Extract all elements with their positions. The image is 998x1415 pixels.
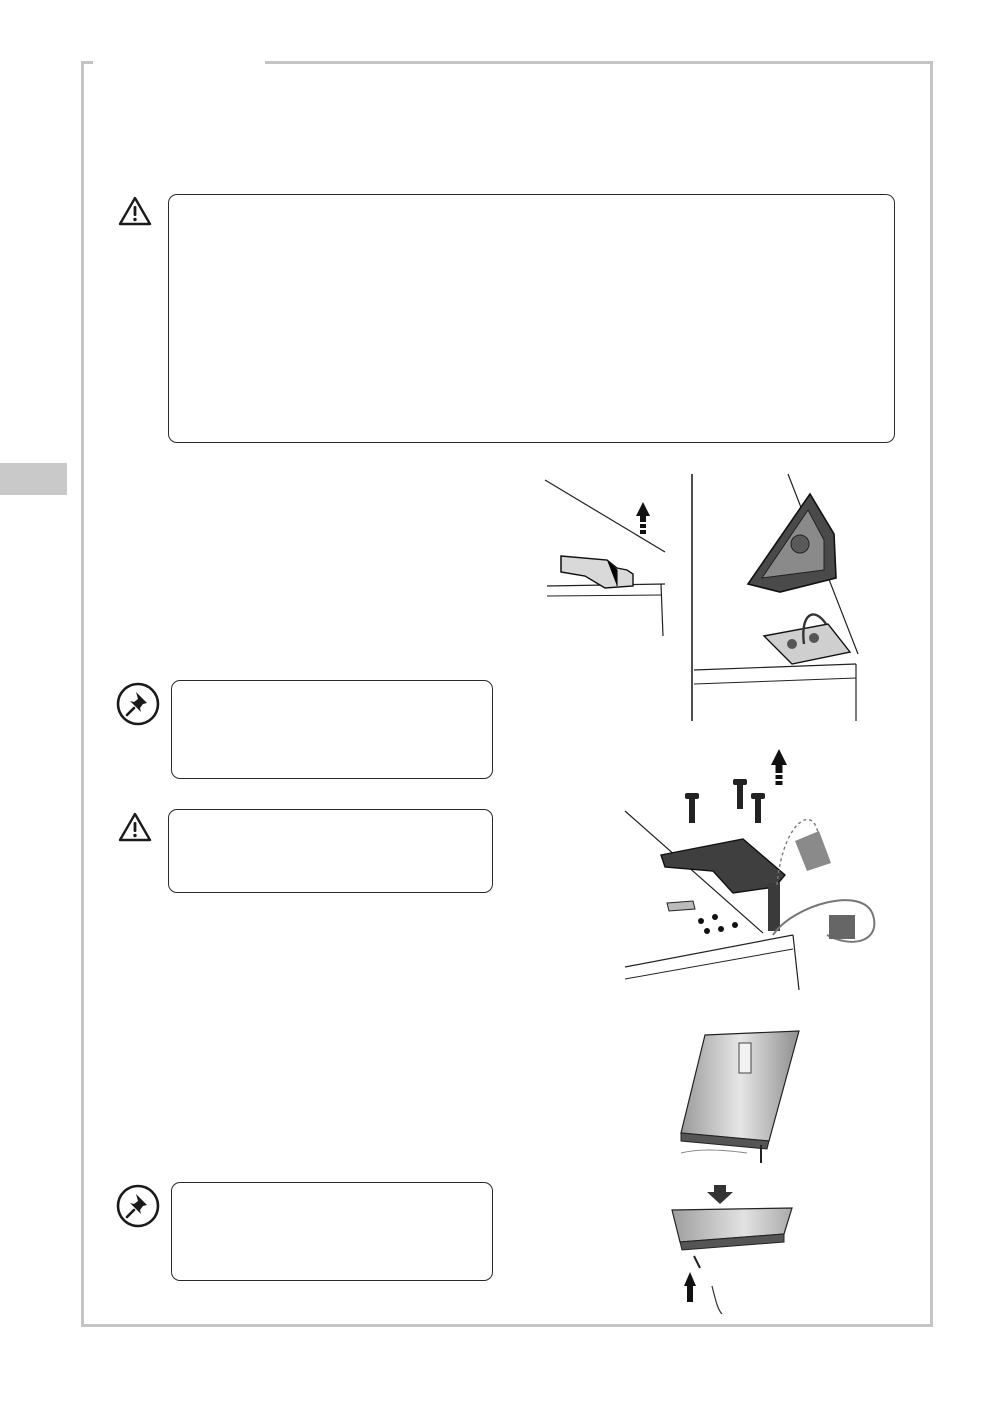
top-hinge-screws-illustration: [623, 745, 888, 990]
door-lift-off-illustration: [677, 1029, 807, 1164]
note-box: [171, 680, 493, 779]
frame-title-gap: [93, 56, 265, 68]
hinge-cover-bracket-illustration: [688, 474, 863, 721]
pushpin-icon: [115, 1183, 161, 1229]
hinge-cover-removal-illustration: [545, 474, 670, 639]
note-box: [171, 1182, 493, 1281]
chapter-tab: [0, 463, 67, 495]
warning-notice-box: [168, 194, 895, 443]
door-bottom-pin-illustration: [672, 1206, 797, 1316]
down-arrow-icon: [705, 1185, 735, 1205]
warning-triangle-icon: [117, 195, 153, 227]
warning-triangle-icon: [117, 811, 153, 843]
pushpin-icon: [115, 681, 161, 727]
warning-notice-box: [168, 809, 493, 893]
